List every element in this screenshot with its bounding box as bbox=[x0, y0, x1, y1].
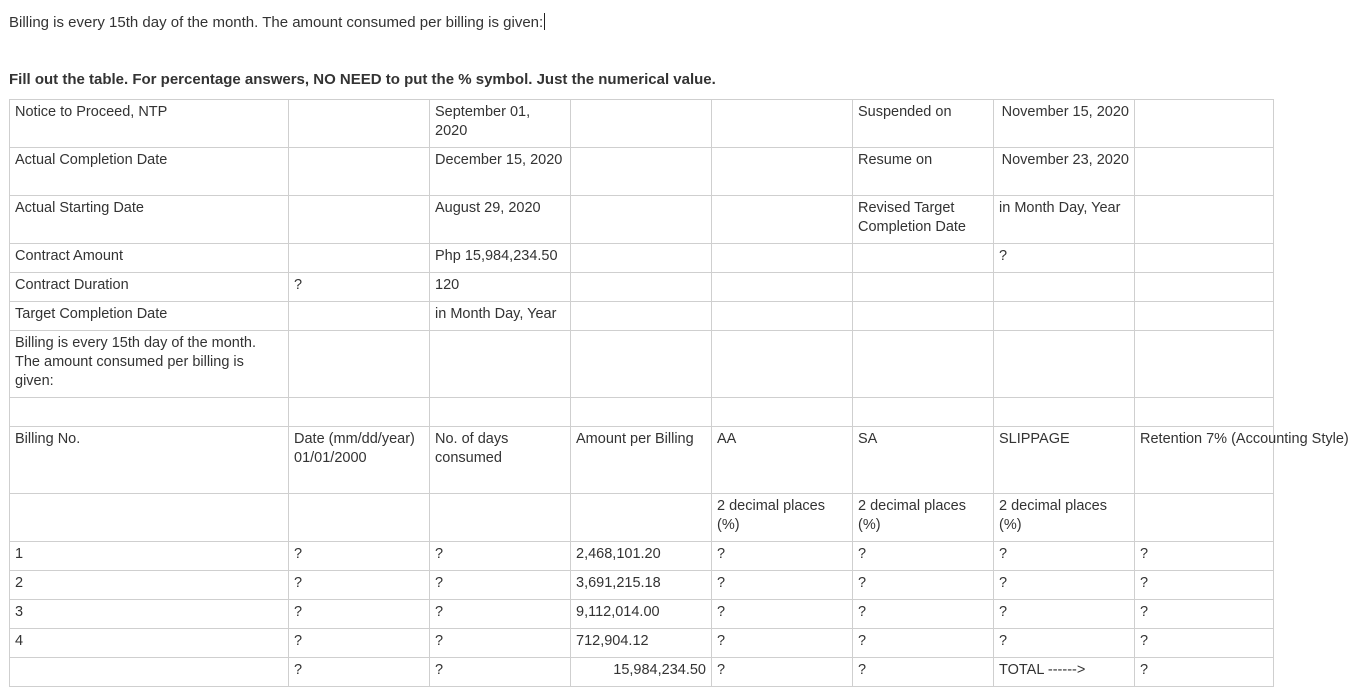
table-cell[interactable] bbox=[571, 244, 712, 273]
data-table bbox=[9, 99, 1349, 687]
table-row bbox=[10, 331, 1274, 398]
table-cell[interactable]: ? bbox=[712, 600, 853, 629]
table-cell[interactable] bbox=[430, 398, 571, 427]
table-header-row bbox=[10, 427, 1274, 494]
table-cell[interactable]: 1 bbox=[10, 542, 289, 571]
table-cell[interactable]: 2 bbox=[10, 571, 289, 600]
table-cell[interactable] bbox=[430, 494, 571, 542]
table-cell[interactable] bbox=[853, 398, 994, 427]
header-cell[interactable]: No. of days consumed bbox=[430, 427, 571, 494]
table-cell[interactable] bbox=[853, 331, 994, 398]
table-cell[interactable]: 3 bbox=[10, 600, 289, 629]
table-row bbox=[10, 244, 1274, 273]
table-cell[interactable]: Contract Duration bbox=[10, 273, 289, 302]
table-cell[interactable]: 3,691,215.18 bbox=[571, 571, 712, 600]
table-cell[interactable]: Notice to Proceed, NTP bbox=[10, 100, 289, 148]
table-row bbox=[10, 494, 1274, 542]
table-cell[interactable]: ? bbox=[430, 658, 571, 687]
table-cell[interactable]: ? bbox=[853, 658, 994, 687]
table-cell[interactable] bbox=[10, 494, 289, 542]
table-cell[interactable]: November 15, 2020 bbox=[994, 100, 1135, 148]
table-cell[interactable]: ? bbox=[1135, 571, 1274, 600]
table-row bbox=[10, 600, 1274, 629]
table-cell[interactable] bbox=[289, 196, 430, 244]
table-cell[interactable]: ? bbox=[994, 600, 1135, 629]
table-cell[interactable]: ? bbox=[994, 571, 1135, 600]
table-cell[interactable] bbox=[712, 196, 853, 244]
table-cell[interactable]: ? bbox=[430, 542, 571, 571]
table-cell[interactable]: ? bbox=[712, 571, 853, 600]
table-cell[interactable]: 4 bbox=[10, 629, 289, 658]
table-cell[interactable] bbox=[571, 196, 712, 244]
table-cell[interactable] bbox=[853, 302, 994, 331]
table-cell[interactable]: ? bbox=[289, 571, 430, 600]
table-row bbox=[10, 148, 1274, 196]
header-cell[interactable]: SLIPPAGE bbox=[994, 427, 1135, 494]
table-cell[interactable] bbox=[712, 244, 853, 273]
table-cell[interactable]: Resume on bbox=[853, 148, 994, 196]
table-cell[interactable] bbox=[1135, 196, 1274, 244]
table-cell[interactable]: ? bbox=[712, 542, 853, 571]
table-cell[interactable]: ? bbox=[1135, 658, 1274, 687]
table-cell[interactable]: ? bbox=[853, 600, 994, 629]
table-cell[interactable] bbox=[1135, 302, 1274, 331]
table-cell[interactable] bbox=[571, 148, 712, 196]
table-cell[interactable] bbox=[1135, 100, 1274, 148]
table-cell[interactable] bbox=[571, 302, 712, 331]
table-cell[interactable] bbox=[853, 273, 994, 302]
table-cell[interactable] bbox=[289, 100, 430, 148]
header-cell[interactable]: Billing No. bbox=[10, 427, 289, 494]
table-cell[interactable]: Revised Target Completion Date bbox=[853, 196, 994, 244]
table-cell[interactable] bbox=[571, 331, 712, 398]
table-cell[interactable] bbox=[712, 148, 853, 196]
table-cell[interactable]: Target Completion Date bbox=[10, 302, 289, 331]
table-cell[interactable]: Suspended on bbox=[853, 100, 994, 148]
table-cell[interactable]: Contract Amount bbox=[10, 244, 289, 273]
table-cell[interactable] bbox=[10, 398, 289, 427]
total-amount-cell[interactable]: 15,984,234.50 bbox=[571, 658, 712, 687]
table-cell[interactable] bbox=[1135, 494, 1274, 542]
table-cell[interactable]: ? bbox=[1135, 542, 1274, 571]
table-cell[interactable] bbox=[10, 658, 289, 687]
table-cell[interactable] bbox=[712, 302, 853, 331]
table-cell[interactable] bbox=[571, 100, 712, 148]
instruction-text: Fill out the table. For percentage answers, NO NEED to put the % symbol. Just the numerical value. bbox=[9, 71, 716, 88]
table-cell[interactable]: ? bbox=[853, 571, 994, 600]
table-cell[interactable] bbox=[289, 494, 430, 542]
header-cell[interactable]: SA bbox=[853, 427, 994, 494]
table-cell[interactable]: ? bbox=[853, 542, 994, 571]
table-cell[interactable]: 712,904.12 bbox=[571, 629, 712, 658]
table-cell[interactable]: ? bbox=[289, 629, 430, 658]
table-row bbox=[10, 629, 1274, 658]
table-cell[interactable] bbox=[712, 398, 853, 427]
table-cell[interactable] bbox=[1135, 331, 1274, 398]
table-cell[interactable]: ? bbox=[289, 542, 430, 571]
table-total-row bbox=[10, 658, 1274, 687]
table-cell[interactable]: in Month Day, Year bbox=[430, 302, 571, 331]
table-cell[interactable] bbox=[1135, 398, 1274, 427]
table-cell[interactable] bbox=[571, 494, 712, 542]
header-cell[interactable]: Retention 7% (Accounting Style) bbox=[1135, 427, 1274, 494]
table-cell[interactable]: Actual Completion Date bbox=[10, 148, 289, 196]
table-row bbox=[10, 542, 1274, 571]
table-cell[interactable]: ? bbox=[994, 244, 1135, 273]
table-cell[interactable] bbox=[712, 331, 853, 398]
table-cell[interactable]: ? bbox=[994, 629, 1135, 658]
table-cell[interactable]: September 01, 2020 bbox=[430, 100, 571, 148]
table-cell[interactable]: ? bbox=[712, 658, 853, 687]
table-cell[interactable]: ? bbox=[289, 273, 430, 302]
table-cell[interactable]: 2 decimal places (%) bbox=[712, 494, 853, 542]
header-cell[interactable]: AA bbox=[712, 427, 853, 494]
table-row bbox=[10, 273, 1274, 302]
table-cell[interactable] bbox=[712, 100, 853, 148]
table-cell[interactable]: ? bbox=[430, 600, 571, 629]
table-cell[interactable]: ? bbox=[994, 542, 1135, 571]
intro-text[interactable]: Billing is every 15th day of the month. The amount consumed per billing is given: bbox=[9, 14, 544, 31]
table-cell[interactable] bbox=[571, 398, 712, 427]
table-cell[interactable] bbox=[994, 273, 1135, 302]
header-cell[interactable]: Amount per Billing bbox=[571, 427, 712, 494]
table-cell[interactable] bbox=[289, 331, 430, 398]
table-cell[interactable] bbox=[430, 331, 571, 398]
table-cell[interactable]: 9,112,014.00 bbox=[571, 600, 712, 629]
table-cell[interactable]: ? bbox=[1135, 629, 1274, 658]
table-row bbox=[10, 571, 1274, 600]
table-cell[interactable]: in Month Day, Year bbox=[994, 196, 1135, 244]
total-label-cell[interactable]: TOTAL ------> bbox=[994, 658, 1135, 687]
table-cell[interactable] bbox=[994, 302, 1135, 331]
table-cell[interactable] bbox=[289, 398, 430, 427]
table-row bbox=[10, 196, 1274, 244]
table-row bbox=[10, 398, 1274, 427]
table-cell[interactable]: ? bbox=[430, 571, 571, 600]
table-cell[interactable]: Billing is every 15th day of the month. The amount consumed per billing is given: bbox=[10, 331, 289, 398]
table-cell[interactable]: ? bbox=[712, 629, 853, 658]
header-cell[interactable]: Date (mm/dd/year) 01/01/2000 bbox=[289, 427, 430, 494]
table-cell[interactable]: ? bbox=[289, 600, 430, 629]
table-cell[interactable]: ? bbox=[430, 629, 571, 658]
table-cell[interactable]: August 29, 2020 bbox=[430, 196, 571, 244]
table-cell[interactable] bbox=[712, 273, 853, 302]
table-cell[interactable]: 2 decimal places (%) bbox=[853, 494, 994, 542]
table-cell[interactable] bbox=[1135, 273, 1274, 302]
table-cell[interactable] bbox=[289, 148, 430, 196]
table-cell[interactable] bbox=[853, 244, 994, 273]
table-cell[interactable]: December 15, 2020 bbox=[430, 148, 571, 196]
table-cell[interactable]: ? bbox=[289, 658, 430, 687]
table-cell[interactable] bbox=[1135, 148, 1274, 196]
text-cursor bbox=[544, 13, 545, 30]
table-cell[interactable] bbox=[994, 331, 1135, 398]
table-cell[interactable]: Php 15,984,234.50 bbox=[430, 244, 571, 273]
table-cell[interactable] bbox=[994, 398, 1135, 427]
table-cell[interactable] bbox=[289, 302, 430, 331]
table-cell[interactable]: 2,468,101.20 bbox=[571, 542, 712, 571]
table-cell[interactable] bbox=[571, 273, 712, 302]
table-cell[interactable] bbox=[1135, 244, 1274, 273]
table-cell[interactable]: ? bbox=[853, 629, 994, 658]
table-cell[interactable]: ? bbox=[1135, 600, 1274, 629]
table-row bbox=[10, 100, 1274, 148]
table-row bbox=[10, 302, 1274, 331]
table-cell[interactable]: 2 decimal places (%) bbox=[994, 494, 1135, 542]
table-cell[interactable]: 120 bbox=[430, 273, 571, 302]
table-cell[interactable] bbox=[289, 244, 430, 273]
table-cell[interactable]: Actual Starting Date bbox=[10, 196, 289, 244]
table-cell[interactable]: November 23, 2020 bbox=[994, 148, 1135, 196]
